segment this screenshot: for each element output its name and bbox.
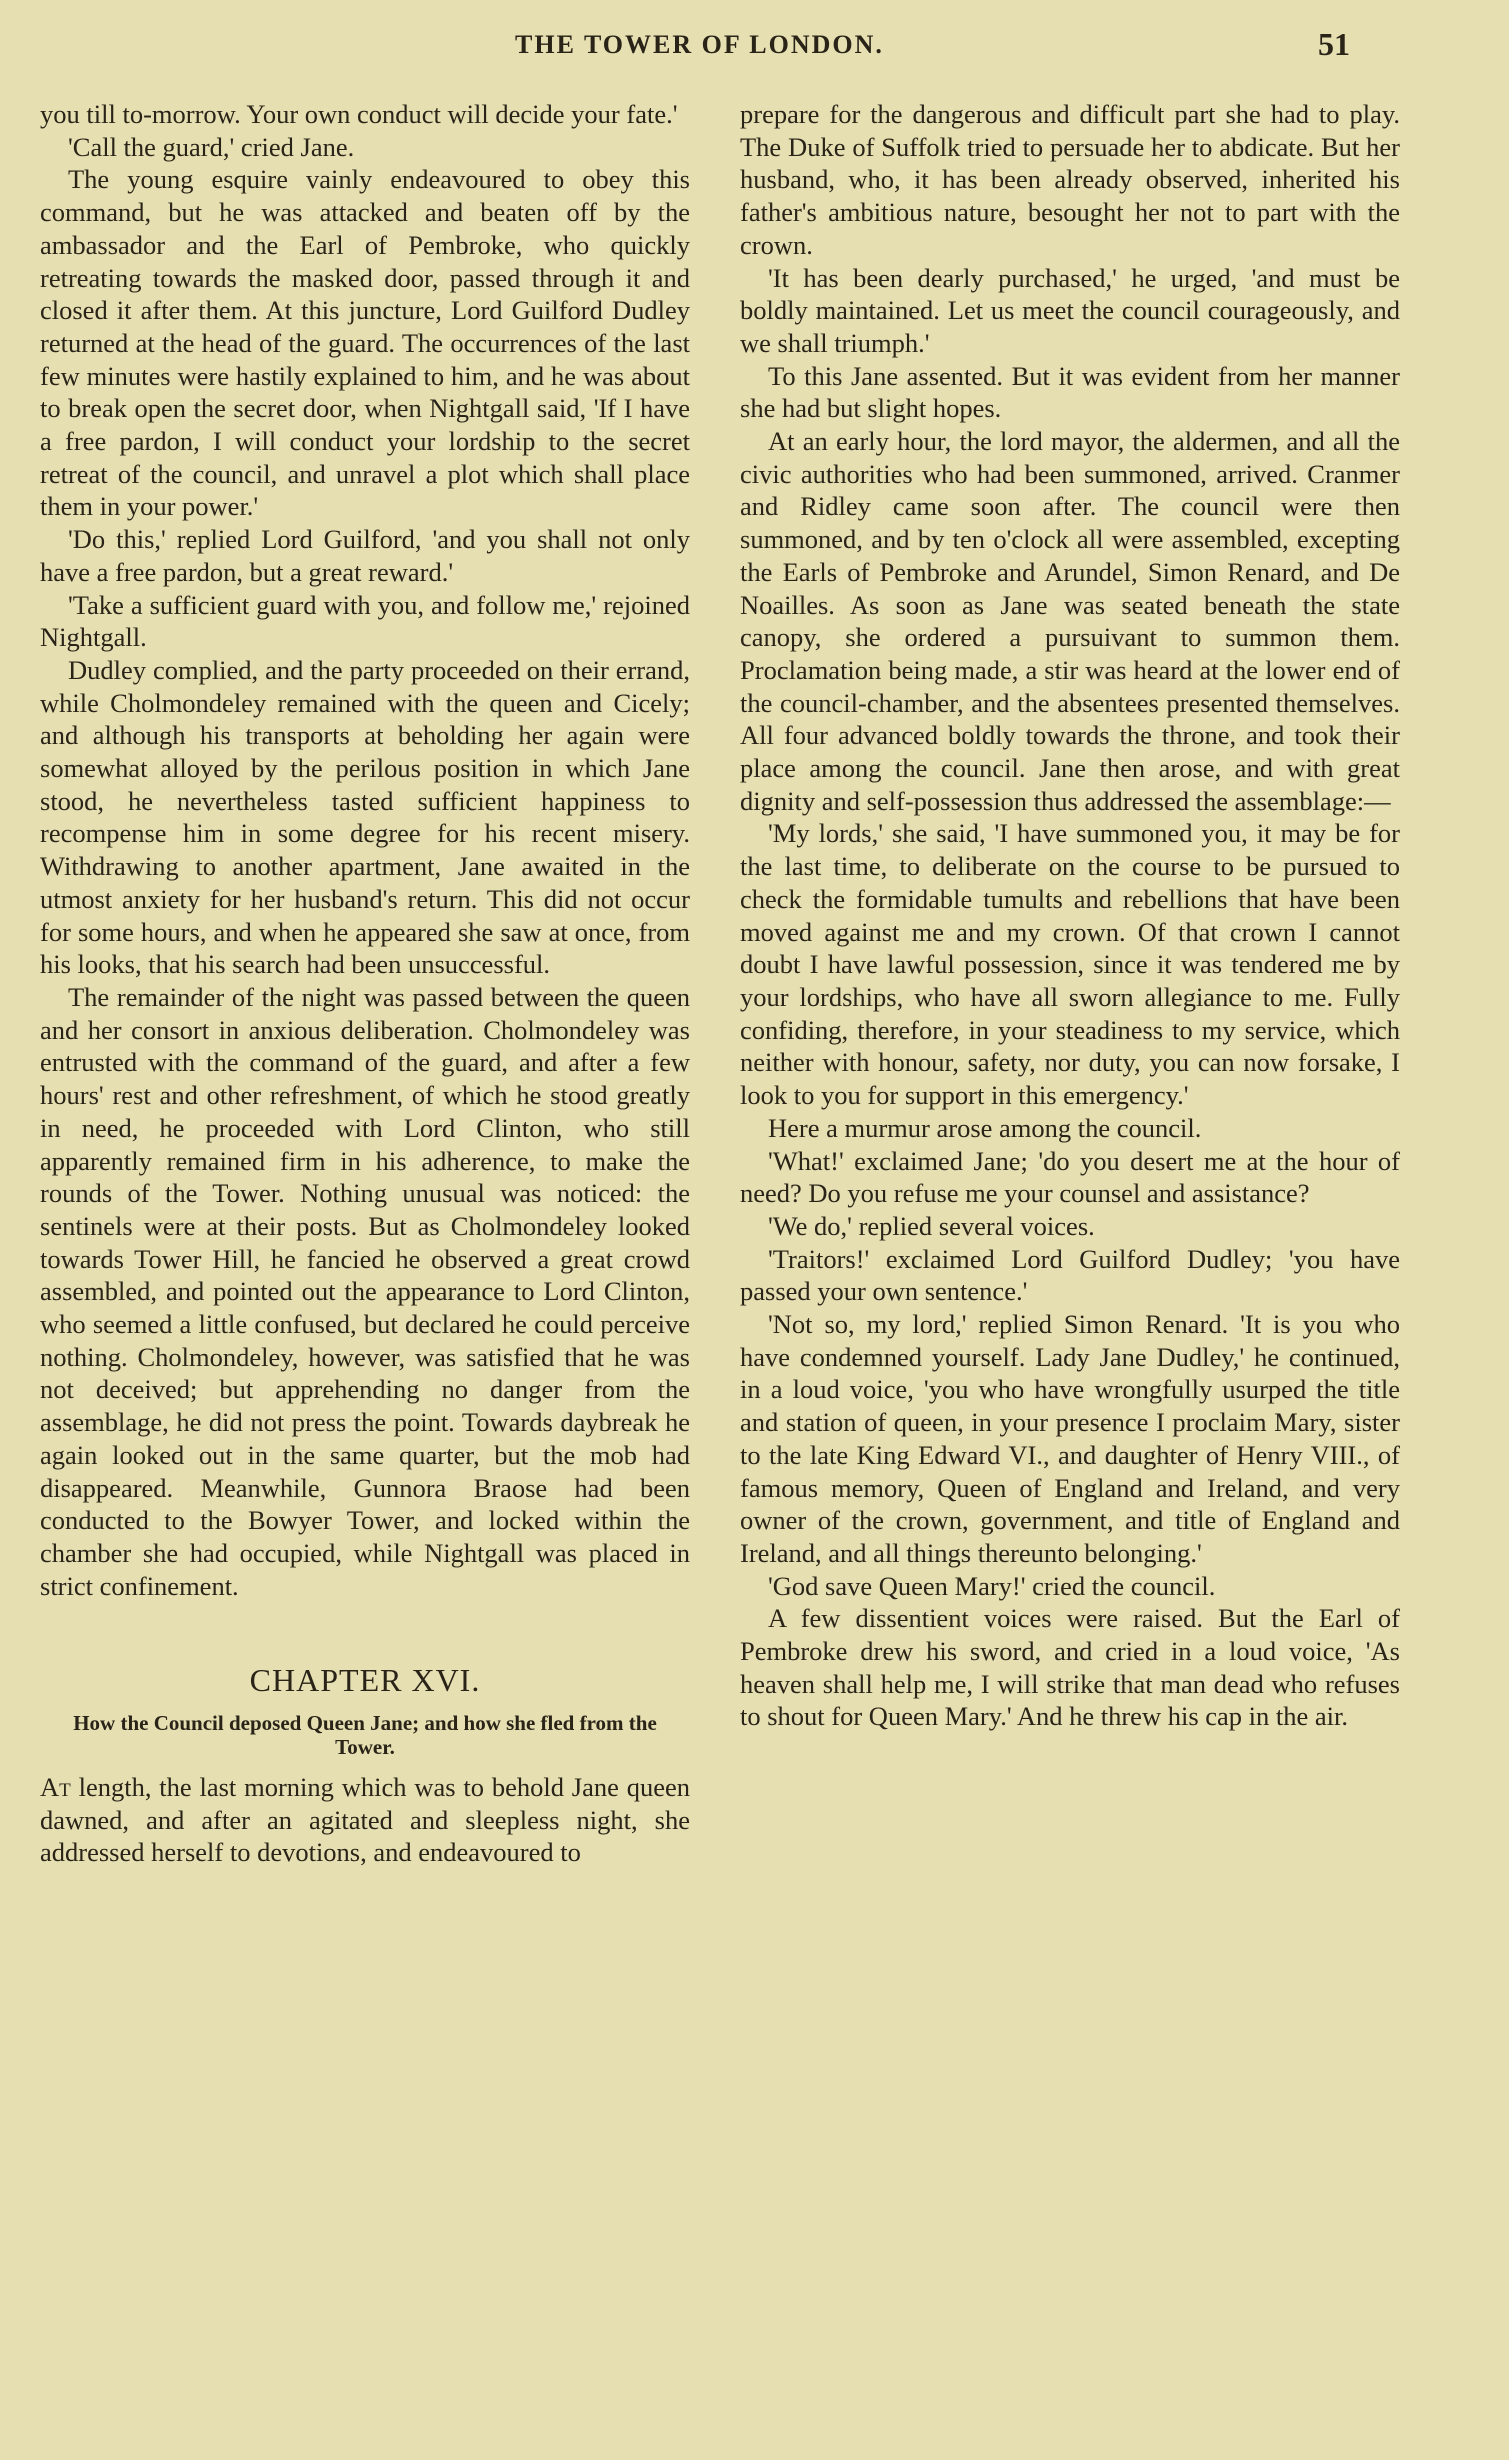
running-header — [0, 26, 1509, 66]
chapter-opening-paragraph — [40, 1771, 690, 1869]
left-column — [40, 98, 690, 1869]
chapter-subtitle: How the Council deposed Queen Jane; and how she fled from the Tower. — [73, 1711, 657, 1760]
paragraph: To this Jane assented. But it was evident from her manner she had but slight hopes. — [740, 360, 1400, 424]
paragraph: 'We do,' replied several voices. — [768, 1210, 1095, 1241]
paragraph: 'My lords,' she said, 'I have summoned you, it may be for the last time, to deliberate on the course to be pursued to check the formidable tumults and rebellions that have been moved against me and my crown. Of that crown I cannot doubt I have lawful possession, since it was tendered me by your lordships, who have all sworn allegiance to me. Fully confiding, therefore, in your steadiness to my service, which neither with honour, safety, nor duty, you can now forsake, I look to you for support in this emergency.' — [740, 818, 1400, 1111]
paragraph: 'It has been dearly purchased,' he urged, 'and must be boldly maintained. Let us meet the council courageously, and we shall triumph.' — [740, 262, 1400, 358]
paragraph: you till to-morrow. Your own conduct will decide your fate.' — [40, 99, 678, 129]
paragraph: 'God save Queen Mary!' cried the council. — [768, 1570, 1216, 1601]
paragraph: The young esquire vainly endeavoured to obey this command, but he was attacked and beaten off by the ambassador and the Earl of Pembroke, who quickly retreating towards the masked door, passed through it and closed it after them. At this juncture, Lord Guilford Dudley returned at the head of the guard. The occurrences of the last few minutes were hastily explained to him, and he was about to break open the secret door, when Nightgall said, 'If I have a free pardon, I will conduct your lordship to the secret retreat of the council, and unravel a plot which shall place them in your power.' — [40, 164, 690, 522]
right-column — [740, 98, 1400, 1733]
paragraph: 'Traitors!' exclaimed Lord Guilford Dudley; 'you have passed your own sentence.' — [740, 1243, 1400, 1307]
running-title: THE TOWER OF LONDON. — [515, 30, 884, 59]
paragraph: 'Do this,' replied Lord Guilford, 'and you shall not only have a free pardon, but a great reward.' — [40, 524, 690, 587]
paragraph: A few dissentient voices were raised. But the Earl of Pembroke drew his sword, and cried in a loud voice, 'As heaven shall help me, I will strike that man dead who refuses to shout for Queen Mary.' And he threw his cap in the air. — [740, 1603, 1400, 1732]
chapter-lead-words: At — [40, 1772, 71, 1803]
chapter-title: CHAPTER XVI. — [249, 1662, 481, 1699]
paragraph: 'What!' exclaimed Jane; 'do you desert me at the hour of need? Do you refuse me your counsel and assistance? — [740, 1145, 1400, 1209]
page-number: 51 — [1318, 26, 1350, 62]
chapter-opening-text: length, the last morning which was to behold Jane queen dawned, and after an agitated and sleepless night, she addressed herself to devotions, and endeavoured to — [40, 1772, 690, 1868]
paragraph: prepare for the dangerous and difficult part she had to play. The Duke of Suffolk tried to persuade her to abdicate. But her husband, who, it has been already observed, inherited his father's ambitious nature, besought her not to part with the crown. — [740, 99, 1400, 260]
paragraph: The remainder of the night was passed between the queen and her consort in anxious deliberation. Cholmondeley was entrusted with the command of the guard, and after a few hours' rest and other refreshment, of which he stood greatly in need, he proceeded with Lord Clinton, who still apparently remained firm in his adherence, to make the rounds of the Tower. Nothing unusual was noticed: the sentinels were at their posts. But as Cholmondeley looked towards Tower Hill, he fancied he observed a great crowd assembled, and pointed out the appearance to Lord Clinton, who seemed a little confused, but declared he could perceive nothing. Cholmondeley, however, was satisfied that he was not deceived; but apprehending no danger from the assemblage, he did not press the point. Towards daybreak he again looked out in the same quarter, but the mob had disappeared. Meanwhile, Gunnora Braose had been conducted to the Bowyer Tower, and locked within the chamber she had occupied, while Nightgall was placed in strict confinement. — [40, 981, 690, 1601]
paragraph: Dudley complied, and the party proceeded on their errand, while Cholmondeley remained with the queen and Cicely; and although his transports at beholding her again were somewhat alloyed by the perilous position in which Jane stood, he nevertheless tasted sufficient happiness to recompense him in some degree for his recent misery. Withdrawing to another apartment, Jane awaited in the utmost anxiety for her husband's return. This did not occur for some hours, and when he appeared she saw at once, from his looks, that his search had been unsuccessful. — [40, 654, 690, 980]
paragraph: 'Take a sufficient guard with you, and follow me,' rejoined Nightgall. — [40, 589, 690, 653]
paragraph: 'Call the guard,' cried Jane. — [68, 131, 355, 162]
paragraph: Here a murmur arose among the council. — [768, 1112, 1202, 1143]
paragraph: At an early hour, the lord mayor, the aldermen, and all the civic authorities who had been summoned, arrived. Cranmer and Ridley came soon after. The council were then summoned, and by ten o'clock all were assembled, excepting the Earls of Pembroke and Arundel, Simon Renard, and De Noailles. As soon as Jane was seated beneath the state canopy, she ordered a pursuivant to summon them. Proclamation being made, a stir was heard at the lower end of the council-chamber, and the absentees presented themselves. All four advanced boldly towards the throne, and took their place among the council. Jane then arose, and with great dignity and self-possession thus addressed the assemblage:— — [740, 426, 1400, 816]
paragraph: 'Not so, my lord,' replied Simon Renard. 'It is you who have condemned yourself. Lady Jane Dudley,' he continued, in a loud voice, 'you who have wrongfully usurped the title and station of queen, in your presence I proclaim Mary, sister to the late King Edward VI., and daughter of Henry VIII., of famous memory, Queen of England and Ireland, and very owner of the crown, government, and title of England and Ireland, and all things thereunto belonging.' — [740, 1309, 1400, 1568]
